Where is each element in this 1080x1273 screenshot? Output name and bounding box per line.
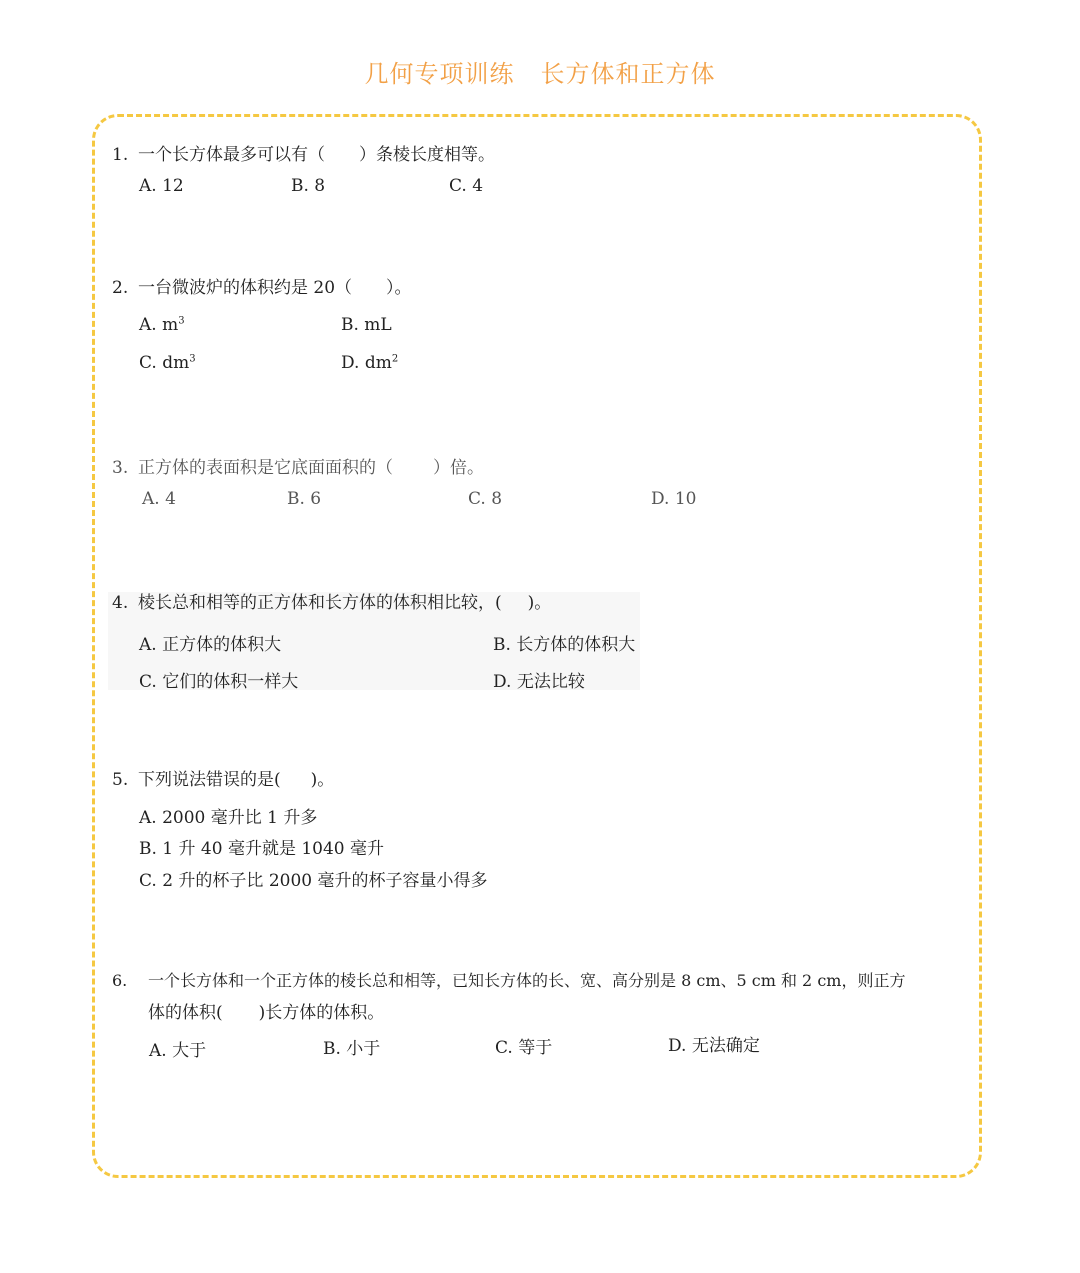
question-number: 5.: [112, 770, 129, 790]
question-text: )长方体的体积。: [258, 1003, 385, 1023]
question-text: 体的体积(: [148, 1003, 223, 1023]
option-c[interactable]: C. 等于: [495, 1038, 553, 1058]
question-number: 3.: [112, 458, 129, 478]
option-a[interactable]: A. 4: [142, 489, 176, 509]
title-topic: 几何专项训练: [364, 60, 515, 88]
question-6: [112, 973, 905, 989]
question-2: [112, 280, 412, 297]
question-text: )。: [527, 593, 552, 613]
option-a[interactable]: A. 大于: [149, 1041, 207, 1061]
option-d[interactable]: D. $dm^2$: [341, 353, 399, 373]
option-a[interactable]: A. 正方体的体积大: [139, 635, 282, 655]
title-subtopic: 长方体和正方体: [540, 60, 716, 88]
option-d[interactable]: D. 无法确定: [668, 1036, 760, 1056]
option-b[interactable]: B. 小于: [323, 1039, 381, 1059]
question-text: 棱长总和相等的正方体和长方体的体积相比较，(: [138, 593, 502, 613]
option-d[interactable]: D. 无法比较: [493, 672, 585, 692]
question-1: [112, 147, 495, 164]
question-text: 一台微波炉的体积约是 20（: [138, 278, 353, 298]
question-number: 4.: [112, 593, 129, 613]
question-text: )。: [310, 770, 335, 790]
question-6-line-2: [148, 1005, 384, 1022]
question-text: 下列说法错误的是(: [138, 770, 281, 790]
option-c[interactable]: C. 8: [468, 489, 503, 509]
option-c[interactable]: C. 2 升的杯子比 2000 毫升的杯子容量小得多: [139, 871, 488, 891]
question-text: 一个长方体最多可以有（: [138, 145, 325, 165]
option-a[interactable]: A. $m^3$: [139, 315, 185, 335]
option-a[interactable]: A. 2000 毫升比 1 升多: [139, 808, 318, 828]
option-b[interactable]: B. 8: [291, 176, 326, 196]
question-text: 一个长方体和一个正方体的棱长总和相等，已知长方体的长、宽、高分别是 8 cm、5 cm 和 2 cm，则正方: [148, 971, 906, 990]
option-b[interactable]: B. 6: [287, 489, 322, 509]
question-text: 正方体的表面积是它底面面积的（: [138, 458, 393, 478]
option-b[interactable]: B. 长方体的体积大: [493, 635, 636, 655]
question-5: [112, 772, 334, 789]
option-c[interactable]: C. 4: [449, 176, 484, 196]
worksheet-title: [0, 54, 1080, 89]
question-number: 2.: [112, 278, 129, 298]
option-a[interactable]: A. 12: [139, 176, 184, 196]
question-text: ）条棱长度相等。: [359, 145, 495, 165]
question-3: [112, 460, 484, 477]
option-c[interactable]: C. 它们的体积一样大: [139, 672, 299, 692]
option-b[interactable]: B. 1 升 40 毫升就是 1040 毫升: [139, 839, 385, 859]
option-b[interactable]: B. mL: [341, 315, 392, 335]
option-c[interactable]: C. $dm^3$: [139, 353, 196, 373]
question-4: [112, 595, 551, 612]
question-text: ）倍。: [433, 458, 484, 478]
question-number: 6.: [112, 971, 128, 990]
question-text: ）。: [386, 278, 412, 298]
option-d[interactable]: D. 10: [651, 489, 697, 509]
question-number: 1.: [112, 145, 129, 165]
